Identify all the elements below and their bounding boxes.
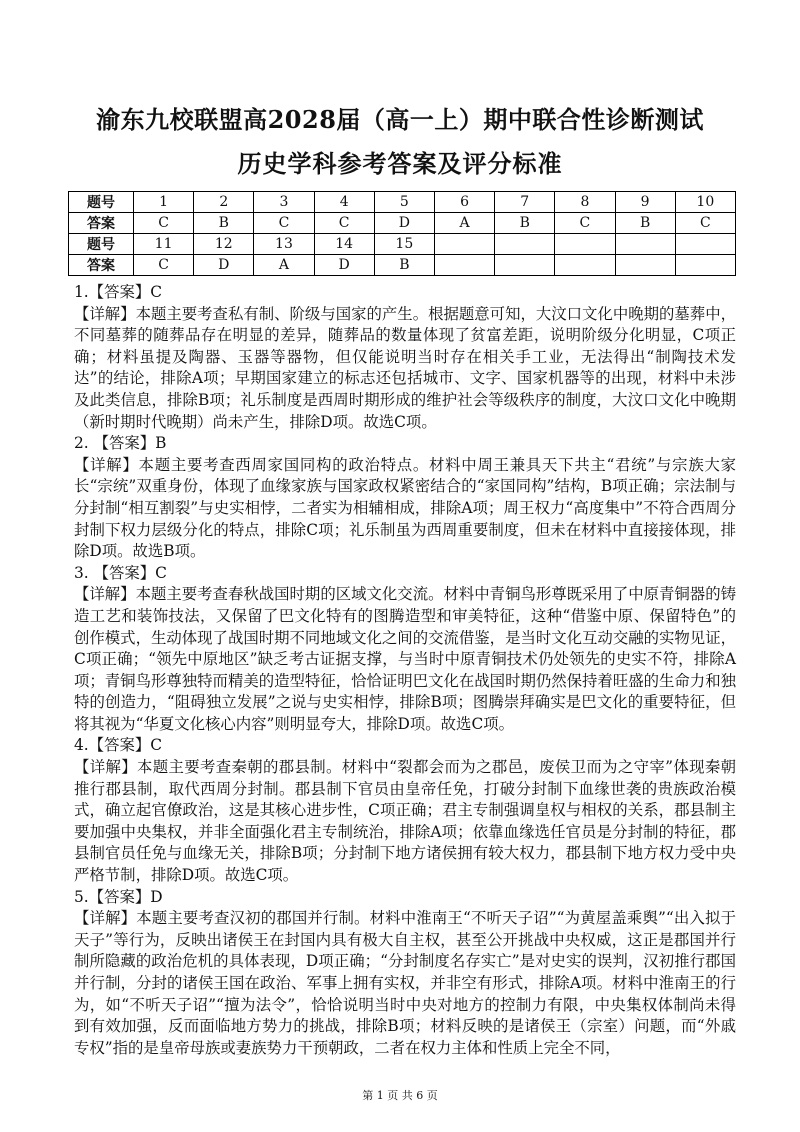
table-cell — [615, 234, 675, 255]
table-cell — [615, 255, 675, 276]
table-cell: C — [555, 213, 615, 234]
table-cell: D — [314, 255, 374, 276]
table-cell: 9 — [615, 192, 675, 213]
table-row-numbers-2 — [69, 234, 736, 255]
explanation-paragraph: 【详解】本题主要考查私有制、阶级与国家的产生。根据题意可知，大汶口文化中晚期的墓葬中，不同墓葬的随葬品存在明显的差异，随葬品的数量体现了贫富差距，说明阶级分化明显，C项正确；材料虽提及陶器、玉器等器物，但仅能说明当时存在相关手工业，无法得出“制陶技术发达”的结论，排除A项；早期国家建立的标志还包括城市、文字、国家机器等的出现，材料中未涉及此类信息，排除B项；礼乐制度是西周时期形成的维护社会等级秩序的制度，大汶口文化中晚期（新时期时代晚期）尚未产生，排除D项。故选C项。 — [74, 304, 736, 431]
page-subtitle: 历史学科参考答案及评分标准 — [237, 149, 563, 178]
table-cell: 11 — [134, 234, 194, 255]
table-cell: A — [254, 255, 314, 276]
table-row-answers-1 — [69, 213, 736, 234]
table-cell — [434, 255, 494, 276]
table-cell: D — [194, 255, 254, 276]
table-cell — [555, 234, 615, 255]
answer-line: 4.【答案】C — [74, 736, 163, 755]
table-row-answers-2 — [69, 255, 736, 276]
table-cell: C — [134, 255, 194, 276]
explanation-paragraph: 【详解】本题主要考查春秋战国时期的区域文化交流。材料中青铜鸟形尊既采用了中原青铜器的铸造工艺和装饰技法，又保留了巴文化特有的图腾造型和审美特征，这种“借鉴中原、保留特色”的创作模式，生动体现了战国时期不同地域文化之间的交流借鉴，是当时文化互动交融的实物见证，C项正确；“领先中原地区”缺乏考古证据支撑，与当时中原青铜技术仍处领先的史实不符，排除A项；青铜鸟形尊独特而精美的造型特征，恰恰证明巴文化在战国时期仍然保持着旺盛的生命力和独特的创造力，“阻碍独立发展”之说与史实相悖，排除B项；图腾崇拜确实是巴文化的重要特征，但将其视为“华夏文化核心内容”则明显夸大，排除D项。故选C项。 — [74, 585, 736, 733]
table-cell: 8 — [555, 192, 615, 213]
table-cell: B — [615, 213, 675, 234]
page-title: 渝东九校联盟高2028届（高一上）期中联合性诊断测试 — [96, 105, 704, 134]
table-cell: 12 — [194, 234, 254, 255]
row-header-answer: 答案 — [69, 255, 134, 276]
table-cell: 14 — [314, 234, 374, 255]
table-cell — [675, 234, 735, 255]
table-cell: C — [254, 213, 314, 234]
table-cell: 15 — [374, 234, 434, 255]
table-cell — [434, 234, 494, 255]
table-cell: C — [134, 213, 194, 234]
table-cell: 7 — [495, 192, 555, 213]
answer-line: 5.【答案】D — [74, 887, 163, 906]
table-cell: B — [194, 213, 254, 234]
row-header-number: 题号 — [69, 192, 134, 213]
table-cell: C — [314, 213, 374, 234]
table-cell — [555, 255, 615, 276]
table-cell — [495, 255, 555, 276]
table-cell: B — [495, 213, 555, 234]
table-cell: C — [675, 213, 735, 234]
answer-table — [68, 191, 736, 276]
row-header-number: 题号 — [69, 234, 134, 255]
page-footer: 第 1 页 共 6 页 — [362, 1089, 438, 1102]
table-cell: 5 — [374, 192, 434, 213]
explanations — [74, 282, 736, 1059]
table-cell: 6 — [434, 192, 494, 213]
table-cell: 4 — [314, 192, 374, 213]
row-header-answer: 答案 — [69, 213, 134, 234]
table-cell: 13 — [254, 234, 314, 255]
answer-line: 1.【答案】C — [74, 283, 163, 301]
table-cell: 1 — [134, 192, 194, 213]
table-cell: D — [374, 213, 434, 234]
table-cell: 2 — [194, 192, 254, 213]
explanation-paragraph: 【详解】本题主要考查汉初的郡国并行制。材料中淮南王“不听天子诏”“为黄屋盖乘舆”“出入拟于天子”等行为，反映出诸侯王在封国内具有极大自主权，甚至公开挑战中央权威，这正是郡国并行制所隐藏的政治危机的具体表现，D项正确；“分封制度名存实亡”是对史实的误判，汉初推行郡国并行制，分封的诸侯王国在政治、军事上拥有实权，并非空有形式，排除A项。材料中淮南王的行为，如“不听天子诏”“擅为法令”，恰恰说明当时中央对地方的控制力有限，中央集权体制尚未得到有效加强，反而面临地方势力的挑战，排除B项；材料反映的是诸侯王（宗室）问题，而“外戚专权”指的是皇帝母族或妻族势力干预朝政，二者在权力主体和性质上完全不同， — [74, 909, 736, 1057]
table-cell — [675, 255, 735, 276]
answer-line: 2. 【答案】B — [74, 434, 167, 453]
table-cell: A — [434, 213, 494, 234]
answer-line: 3. 【答案】C — [74, 563, 167, 582]
explanation-paragraph: 【详解】本题主要考查西周家国同构的政治特点。材料中周王兼具天下共主“君统”与宗族大家长“宗统”双重身份，体现了血缘家族与国家政权紧密结合的“家国同构”结构，B项正确；宗法制与分封制“相互割裂”与史实相悖，二者实为相辅相成，排除A项；周王权力“高度集中”不符合西周分封制下权力层级分化的特点，排除C项；礼乐制虽为西周重要制度，但未在材料中直接接体现，排除D项。故选B项。 — [74, 455, 736, 561]
table-cell: B — [374, 255, 434, 276]
table-cell — [495, 234, 555, 255]
table-cell: 3 — [254, 192, 314, 213]
table-row-numbers-1 — [69, 192, 736, 213]
table-cell: 10 — [675, 192, 735, 213]
explanation-paragraph: 【详解】本题主要考查秦朝的郡县制。材料中“裂都会而为之郡邑，废侯卫而为之守宰”体现秦朝推行郡县制，取代西周分封制。郡县制下官员由皇帝任免，打破分封制下血缘世袭的贵族政治模式，确立起官僚政治，这是其核心进步性，C项正确；君主专制强调皇权与相权的关系，郡县制主要加强中央集权，并非全面强化君主专制统治，排除A项；依靠血缘选任官员是分封制的特征，郡县制官员任免与血缘无关，排除B项；分封制下地方诸侯拥有较大权力，郡县制下地方权力受中央严格节制，排除D项。故选C项。 — [74, 758, 736, 885]
